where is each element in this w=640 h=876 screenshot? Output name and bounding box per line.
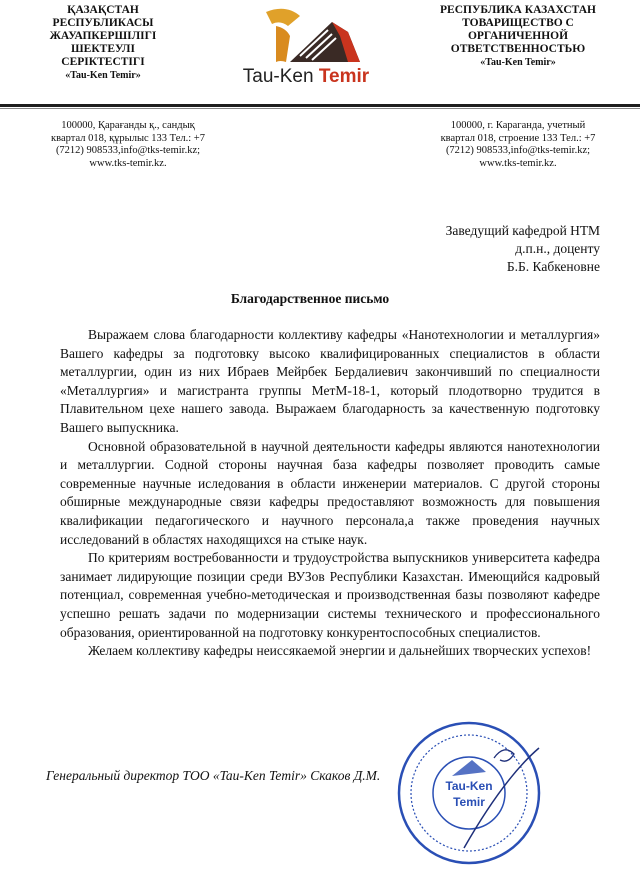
header-right-company: «Tau-Ken Temir» <box>480 57 556 68</box>
address-line: (7212) 908533,info@tks-temir.kz; <box>55 145 201 156</box>
recipient-line: д.п.н., доценту <box>515 241 600 256</box>
stamp-text-plain: Tau-Ken <box>445 779 493 793</box>
address-right <box>418 120 618 170</box>
address-line: 100000, г. Караганда, учетный <box>450 120 586 131</box>
address-line: www.tks-temir.kz. <box>89 157 167 169</box>
company-logo <box>236 6 376 94</box>
body-paragraph: Выражаем слова благодарности коллективу кафедры «Нанотехнологии и металлургия» Вашего кафедры за подготовку высоко квалифицированных специалистов в области металлургии, один из них Ибраев Мейрбек Бердалиевич закончивший по специалности «Металлургия» и магистранта группы МетМ-18-1, который плодотворно трудится в Плавительном цехе нашего завода. Выражаем благодарность за качественную подготовку Вашего выпускника. <box>60 327 600 435</box>
header-divider-thin <box>0 108 640 109</box>
letter-body <box>60 326 600 661</box>
header-left-line: ШЕКТЕУЛІ <box>71 43 135 55</box>
header-left-line: СЕРІКТЕСТІГІ <box>61 56 145 68</box>
header-left-line: ЖАУАПКЕРШІЛІГІ <box>49 30 157 42</box>
stamp-seal-icon <box>394 718 544 868</box>
address-line: www.tks-temir.kz. <box>479 157 557 169</box>
body-paragraph: По критериям востребованности и трудоустройства выпускников университета кафедра занимает лидирующие позиции среди ВУЗов Республики Казахстан. Имеющийся кадровый потенциал, современная учебно-методическая и производственная базы позволяют кафедре успешно решать задачи по модернизации системы технического и профессионального образования, ориентированной на подготовку конкурентоспособных специалистов. <box>60 550 600 640</box>
header-right-line: ОТВЕТСТВЕННОСТЬЮ <box>450 43 586 55</box>
header-right-line: ТОВАРИЩЕСТВО С <box>462 17 574 29</box>
recipient-block <box>446 222 600 276</box>
address-line: 100000, Қарағанды қ., сандық <box>61 120 195 131</box>
address-line: (7212) 908533,info@tks-temir.kz; <box>445 145 591 156</box>
logo-text <box>236 66 376 88</box>
header-divider <box>0 104 640 107</box>
header-left-kazakh <box>18 4 188 82</box>
address-line: квартал 018, құрылыс 133 Тел.: +7 <box>51 132 205 144</box>
header-right-russian <box>418 4 618 69</box>
body-paragraph: Основной образовательной в научной деятельности кафедры являются нанотехнологии и металлургии. Содной стороны научная база кафедры позволяет проводить самые современные научные иследования в области инженерии материалов. С другой стороны обширные международные связи кафедры предоставляют возможность для повышения квалификации педагогического и научного персонала,а также проведения научных исследований в областях находящихся на стыке наук. <box>60 438 600 547</box>
signature-line: Генеральный директор ТОО «Tau-Ken Temir» Скаков Д.М. <box>46 768 381 783</box>
recipient-line: Б.Б. Кабкеновне <box>506 259 600 274</box>
recipient-line: Заведущий кафедрой НТМ <box>445 223 600 238</box>
letter-title: Благодарственное письмо <box>230 291 390 306</box>
body-paragraph: Желаем коллективу кафедры неиссякаемой энергии и дальнейших творческих успехов! <box>88 643 592 659</box>
address-left <box>28 120 228 170</box>
logo-text-plain: Tau-Ken <box>242 66 319 87</box>
header-right-line: ОРГАНИЧЕННОЙ <box>467 30 569 42</box>
logo-mark-icon <box>236 6 376 68</box>
header-left-line: ҚАЗАҚСТАН РЕСПУБЛИКАСЫ <box>52 4 154 29</box>
logo-text-bold: Temir <box>318 66 370 87</box>
stamp-text-bold: Temir <box>453 795 485 809</box>
header-right-line: РЕСПУБЛИКА КАЗАХСТАН <box>440 4 596 16</box>
address-line: квартал 018, строение 133 Тел.: +7 <box>440 132 596 144</box>
company-stamp <box>394 718 544 868</box>
header-left-company: «Tau-Ken Temir» <box>65 70 141 81</box>
